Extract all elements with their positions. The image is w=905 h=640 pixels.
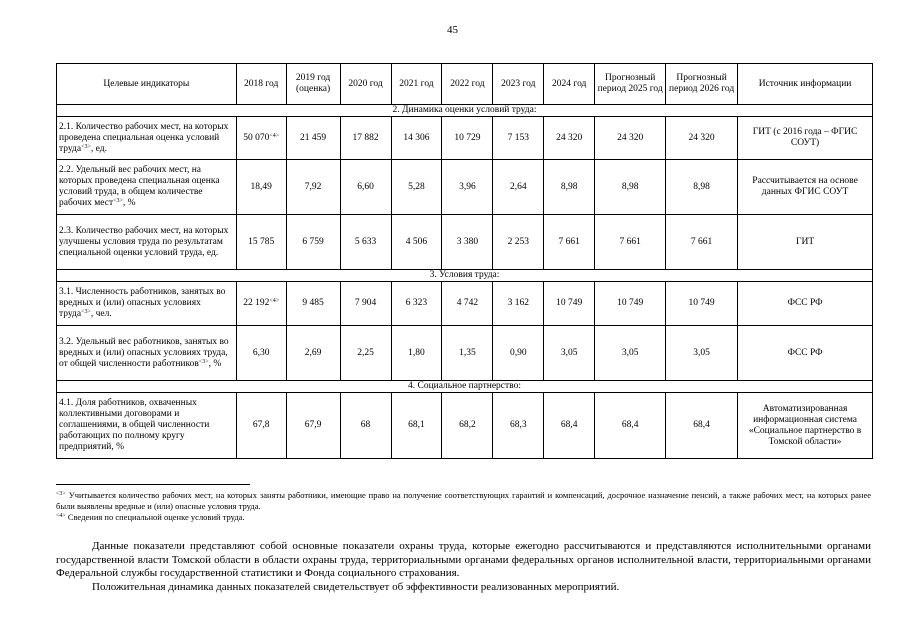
footnote: $^{<4>}$ Сведения по специальной оценке условий труда. <box>56 512 245 522</box>
header-cell: 2024 год <box>544 64 595 105</box>
value-cell: 67,9 <box>286 393 340 459</box>
value-cell: 7 904 <box>340 282 391 326</box>
value-cell: 3,05 <box>544 326 595 381</box>
value-cell: 1,35 <box>442 326 493 381</box>
value-cell: 8,98 <box>544 160 595 215</box>
value-cell: 68,4 <box>666 393 738 459</box>
indicator-name: 2.2. Удельный вес рабочих мест, на которых проведена специальная оценка условий труда, в общем количестве рабочих мест$^{<3>}$, % <box>57 160 237 215</box>
indicator-name: 2.3. Количество рабочих мест, на которых улучшены условия труда по результатам специальной оценки условий труда, ед. <box>57 215 237 270</box>
value-cell: 5 633 <box>340 215 391 270</box>
value-cell: 4 742 <box>442 282 493 326</box>
footnote-ref: <3> <box>81 309 91 315</box>
value-cell: 10 749 <box>666 282 738 326</box>
table-row <box>57 117 873 160</box>
header-cell: Прогнозный период 2026 год <box>666 64 738 105</box>
value-cell: 24 320 <box>595 117 666 160</box>
value-cell: 6 323 <box>391 282 442 326</box>
table-header-row <box>57 64 873 105</box>
value-cell: 50 $070^{<4>}$ <box>236 117 286 160</box>
header-cell: Прогнозный период 2025 год <box>595 64 666 105</box>
value-cell: 7,92 <box>286 160 340 215</box>
section-row <box>57 105 873 117</box>
source-cell: ФСС РФ <box>738 282 873 326</box>
value-cell: 7 661 <box>544 215 595 270</box>
value-cell: 3,05 <box>666 326 738 381</box>
value-cell: 68,3 <box>493 393 544 459</box>
value-cell: 3,96 <box>442 160 493 215</box>
value-cell: 67,8 <box>236 393 286 459</box>
footnote: $^{<3>}$ Учитывается количество рабочих мест, на которых заняты работники, имеющие право на получение соответствующих гарантий и компенсаций, досрочное назначение пенсий, а также рабочих мест, на которых ранее были выявлены вредные и (или) опасные условия труда. <box>56 490 871 511</box>
header-cell: Источник информации <box>738 64 873 105</box>
table-row <box>57 393 873 459</box>
value-cell: 7 153 <box>493 117 544 160</box>
value-cell: 2 253 <box>493 215 544 270</box>
value-cell: 4 506 <box>391 215 442 270</box>
value-cell: 2,64 <box>493 160 544 215</box>
source-cell: ГИТ <box>738 215 873 270</box>
value-cell: 14 306 <box>391 117 442 160</box>
value-cell: 18,49 <box>236 160 286 215</box>
paragraph: Данные показатели представляют собой основные показатели охраны труда, которые ежегодно рассчитываются и представляются исполнительными органами государственной власти Томской области в области охраны труда, территориальными органами федеральных органов исполнительной власти, территориальными органами Федеральной службы государственной статистики и Фонда социального страхования. <box>56 540 871 579</box>
value-cell: 7 661 <box>595 215 666 270</box>
value-cell: 2,69 <box>286 326 340 381</box>
page-number: 45 <box>447 24 458 36</box>
section-title: 4. Социальное партнерство: <box>57 381 873 393</box>
source-cell: ФСС РФ <box>738 326 873 381</box>
indicator-name: 2.1. Количество рабочих мест, на которых проведена специальная оценка условий труда$^{<3>}$, ед. <box>57 117 237 160</box>
value-cell: 9 485 <box>286 282 340 326</box>
value-cell: 7 661 <box>666 215 738 270</box>
table-row <box>57 215 873 270</box>
value-cell: 10 729 <box>442 117 493 160</box>
header-cell: 2023 год <box>493 64 544 105</box>
value-cell: 68,4 <box>595 393 666 459</box>
table-row <box>57 282 873 326</box>
footnote-ref: <3> <box>113 198 123 204</box>
value-cell: 22 $192^{<4>}$ <box>236 282 286 326</box>
indicator-name: 3.2. Удельный вес работников, занятых во вредных и (или) опасных условиях труда, от общей численности работников$^{<3>}$, % <box>57 326 237 381</box>
source-cell: Автоматизированная информационная система «Социальное партнерство в Томской области» <box>738 393 873 459</box>
value-cell: 68 <box>340 393 391 459</box>
footnote-ref: <3> <box>81 143 91 150</box>
value-cell: 68,1 <box>391 393 442 459</box>
indicator-name: 3.1. Численность работников, занятых во вредных и (или) опасных условиях труда$^{<3>}$, чел. <box>57 282 237 326</box>
header-cell: Целевые индикаторы <box>57 64 237 105</box>
value-cell: 68,2 <box>442 393 493 459</box>
value-cell: 3 162 <box>493 282 544 326</box>
section-title: 2. Динамика оценки условий труда: <box>57 105 873 117</box>
paragraph: Положительная динамика данных показателей свидетельствует об эффективности реализованных мероприятий. <box>92 580 620 593</box>
value-cell: 5,28 <box>391 160 442 215</box>
source-cell: Рассчитывается на основе данных ФГИС СОУТ <box>738 160 873 215</box>
header-cell: 2022 год <box>442 64 493 105</box>
value-cell: 8,98 <box>595 160 666 215</box>
table-row <box>57 326 873 381</box>
header-cell: 2018 год <box>236 64 286 105</box>
footnote-divider <box>56 484 250 485</box>
footnotes <box>56 490 871 523</box>
value-cell: 68,4 <box>544 393 595 459</box>
section-title: 3. Условия труда: <box>57 270 873 282</box>
value-cell: 6,60 <box>340 160 391 215</box>
indicator-name: 4.1. Доля работников, охваченных коллективными договорами и соглашениями, в общей численности работающих по полному кругу предприятий, % <box>57 393 237 459</box>
value-cell: 24 320 <box>544 117 595 160</box>
header-cell: 2020 год <box>340 64 391 105</box>
section-row <box>57 381 873 393</box>
header-cell: 2021 год <box>391 64 442 105</box>
footnote-ref: <3> <box>198 358 209 365</box>
value-cell: 24 320 <box>666 117 738 160</box>
indicators-table <box>56 63 873 459</box>
source-cell: ГИТ (с 2016 года – ФГИС СОУТ) <box>738 117 873 160</box>
value-cell: 3,05 <box>595 326 666 381</box>
body-text <box>56 540 871 594</box>
section-row <box>57 270 873 282</box>
value-cell: 1,80 <box>391 326 442 381</box>
value-cell: 0,90 <box>493 326 544 381</box>
value-cell: 8,98 <box>666 160 738 215</box>
header-cell: 2019 год (оценка) <box>286 64 340 105</box>
value-cell: 21 459 <box>286 117 340 160</box>
value-cell: 15 785 <box>236 215 286 270</box>
table-row <box>57 160 873 215</box>
value-cell: 17 882 <box>340 117 391 160</box>
value-cell: 6 759 <box>286 215 340 270</box>
value-cell: 10 749 <box>595 282 666 326</box>
value-cell: 3 380 <box>442 215 493 270</box>
value-cell: 10 749 <box>544 282 595 326</box>
value-cell: 6,30 <box>236 326 286 381</box>
footnote-ref: <4> <box>269 132 280 139</box>
value-cell: 2,25 <box>340 326 391 381</box>
footnote-ref: <4> <box>269 298 280 304</box>
